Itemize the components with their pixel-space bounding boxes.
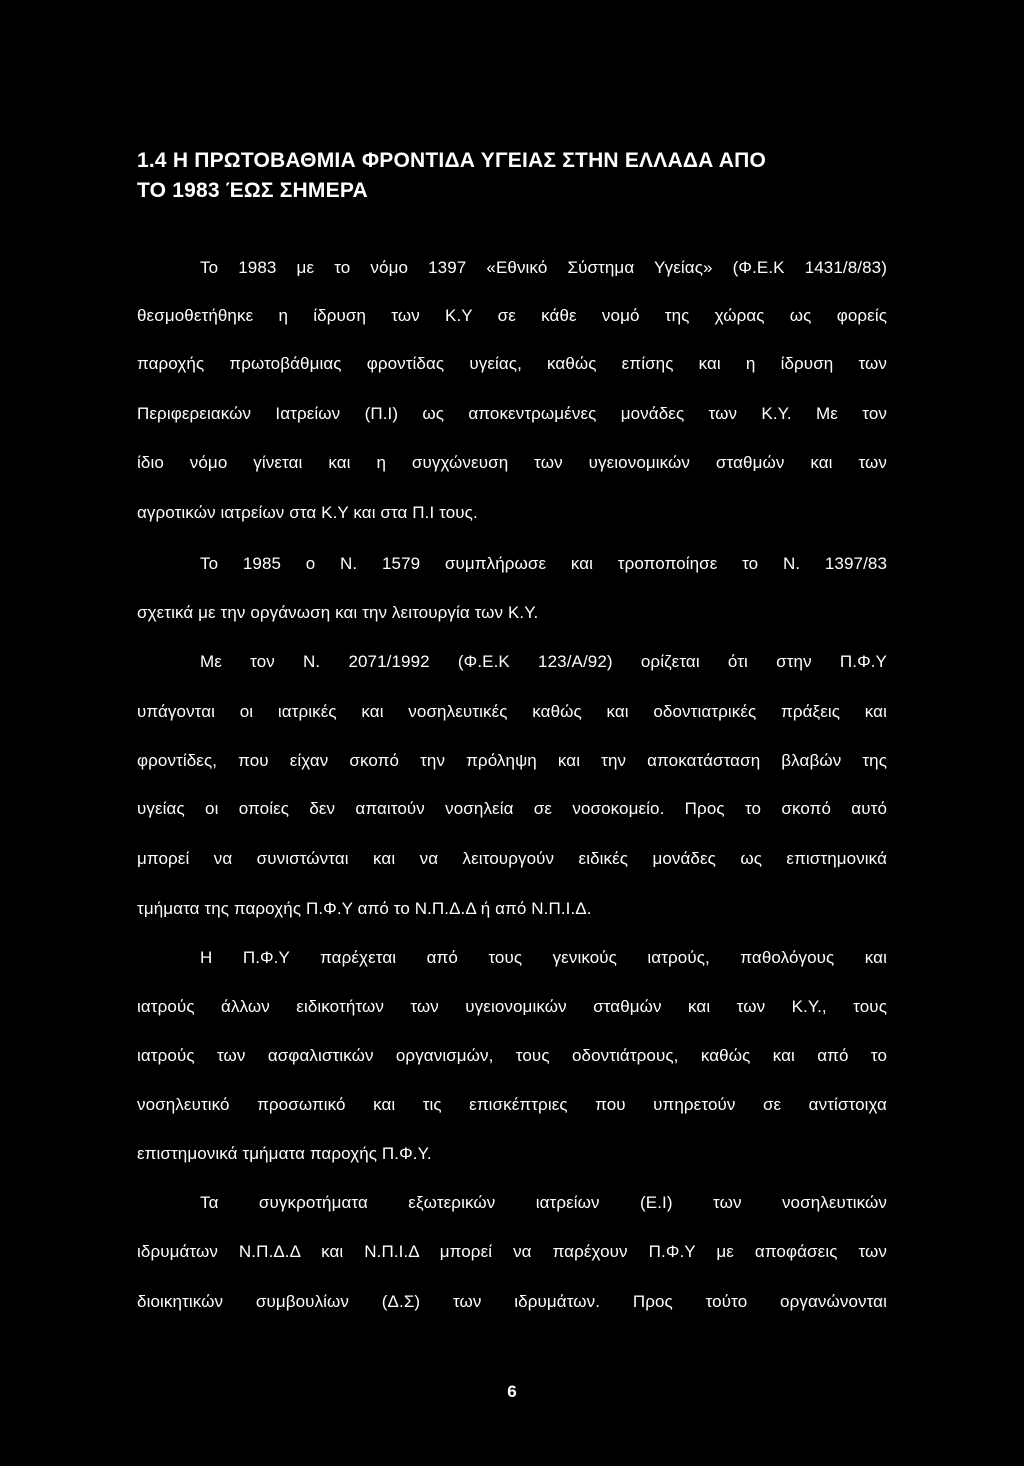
heading-line-2: ΤΟ 1983 ΈΩΣ ΣΗΜΕΡΑ [137,179,368,202]
paragraph-2-line-2: σχετικά με την οργάνωση και την λειτουργία των Κ.Υ. [137,603,539,622]
page-number: 6 [507,1382,517,1401]
paragraph-3-line-3: φροντίδες, που είχαν σκοπό την πρόληψη και την αποκατάσταση βλαβών της [137,751,887,770]
paragraph-5-line-1: Τα συγκροτήματα εξωτερικών ιατρείων (Ε.Ι) των νοσηλευτικών [200,1193,887,1212]
heading-line-1: 1.4 Η ΠΡΩΤΟΒΑΘΜΙΑ ΦΡΟΝΤΙΔΑ ΥΓΕΙΑΣ ΣΤΗΝ ΕΛΛΑΔΑ ΑΠΟ [137,149,767,172]
paragraph-4-line-5: επιστημονικά τμήματα παροχής Π.Φ.Υ. [137,1144,432,1163]
paragraph-3-line-5: μπορεί να συνιστώνται και να λειτουργούν ειδικές μονάδες ως επιστημονικά [137,849,887,868]
section-heading [137,146,897,206]
paragraph-3-line-4: υγείας οι οποίες δεν απαιτούν νοσηλεία σε νοσοκομείο. Προς το σκοπό αυτό [137,799,887,818]
paragraph-2-line-1: Το 1985 ο Ν. 1579 συμπλήρωσε και τροποποίησε το Ν. 1397/83 [200,554,887,573]
paragraph-1-line-3: παροχής πρωτοβάθμιας φροντίδας υγείας, καθώς επίσης και η ίδρυση των [137,354,887,373]
paragraph-3-line-6: τμήματα της παροχής Π.Φ.Υ από το Ν.Π.Δ.Δ ή από Ν.Π.Ι.Δ. [137,899,592,918]
paragraph-3-line-2: υπάγονται οι ιατρικές και νοσηλευτικές καθώς και οδοντιατρικές πράξεις και [137,702,887,721]
paragraph-1-line-5: ίδιο νόμο γίνεται και η συγχώνευση των υγειονομικών σταθμών και των [137,453,887,472]
paragraph-4-line-1: Η Π.Φ.Υ παρέχεται από τους γενικούς ιατρούς, παθολόγους και [200,948,887,967]
paragraph-1-line-1: Το 1983 με το νόμο 1397 «Εθνικό Σύστημα Υγείας» (Φ.Ε.Κ 1431/8/83) [200,258,887,277]
paragraph-5-line-2: ιδρυμάτων Ν.Π.Δ.Δ και Ν.Π.Ι.Δ μπορεί να παρέχουν Π.Φ.Υ με αποφάσεις των [137,1242,887,1261]
paragraph-3-line-1: Με τον Ν. 2071/1992 (Φ.Ε.Κ 123/Α/92) ορίζεται ότι στην Π.Φ.Υ [200,652,887,671]
paragraph-4-line-3: ιατρούς των ασφαλιστικών οργανισμών, τους οδοντιάτρους, καθώς και από το [137,1046,887,1065]
paragraph-1-line-4: Περιφερειακών Ιατρείων (Π.Ι) ως αποκεντρωμένες μονάδες των Κ.Υ. Με τον [137,404,887,423]
paragraph-5-line-3: διοικητικών συμβουλίων (Δ.Σ) των ιδρυμάτων. Προς τούτο οργανώνονται [137,1292,887,1311]
paragraph-4-line-2: ιατρούς άλλων ειδικοτήτων των υγειονομικών σταθμών και των Κ.Υ., τους [137,997,887,1016]
paragraph-1-line-2: θεσμοθετήθηκε η ίδρυση των Κ.Υ σε κάθε νομό της χώρας ως φορείς [137,306,887,325]
paragraph-1-line-6: αγροτικών ιατρείων στα Κ.Υ και στα Π.Ι τους. [137,503,478,522]
paragraph-4-line-4: νοσηλευτικό προσωπικό και τις επισκέπτριες που υπηρετούν σε αντίστοιχα [137,1095,887,1114]
